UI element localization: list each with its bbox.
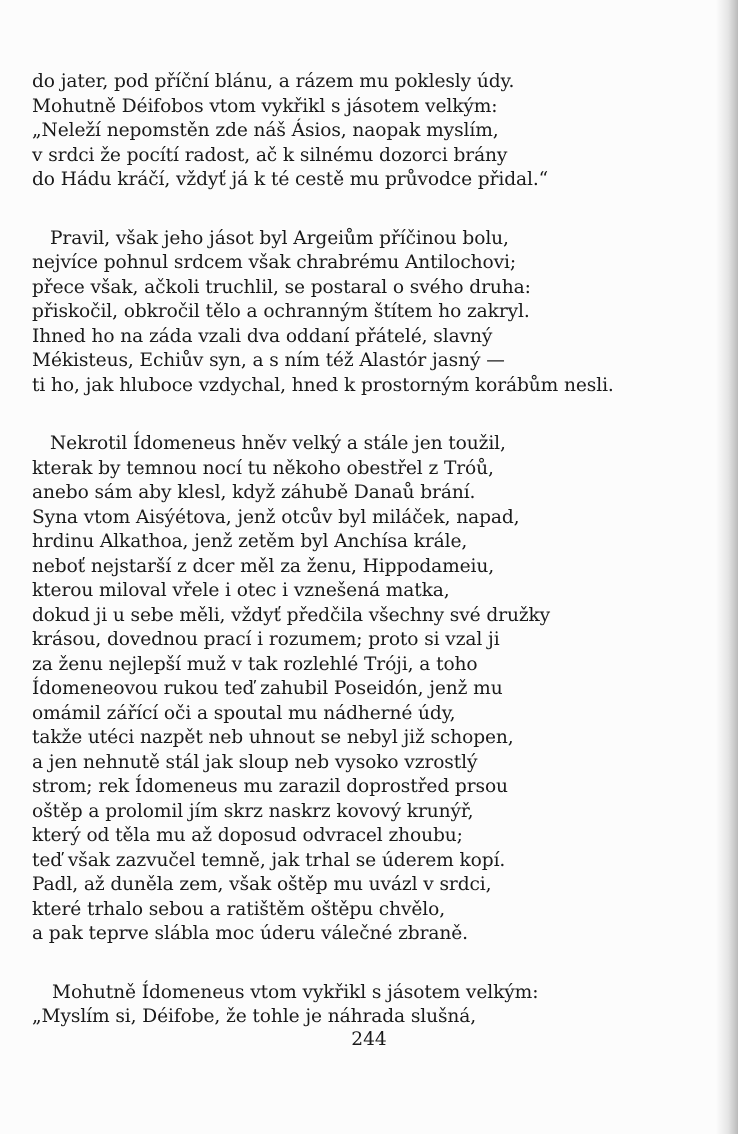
- text-line: Syna vtom Aisýétova, jenž otcův byl miláček, napad,: [32, 506, 520, 528]
- poem-text: [32, 70, 692, 1064]
- text-line: za ženu nejlepší muž v tak rozlehlé Tróji, a toho: [32, 653, 478, 675]
- text-line: neboť nejstarší z dcer měl za ženu, Hippodameiu,: [32, 555, 495, 577]
- text-line: v srdci že pocítí radost, ač k silnému dozorci brány: [32, 144, 508, 166]
- stanza-3: [32, 432, 692, 947]
- text-line: přiskočil, obkročil tělo a ochranným štítem ho zakryl.: [32, 301, 530, 322]
- text-line: Ihned ho na záda vzali dva oddaní přátelé, slavný: [32, 325, 493, 347]
- text-line: Mohutně Ídomeneus vtom vykřikl s jásotem velkým:: [52, 981, 539, 1003]
- text-line: Ídomeneovou rukou teď zahubil Poseidón, jenž mu: [32, 678, 503, 699]
- text-line: ti ho, jak hluboce vzdychal, hned k prostorným korábům nesli.: [32, 374, 614, 396]
- text-line: do Hádu kráčí, vždyť já k té cestě mu průvodce přidal.“: [32, 169, 549, 190]
- page-binding-shadow: [716, 0, 738, 1134]
- text-line: strom; rek Ídomeneus mu zarazil doprostřed prsou: [32, 776, 508, 797]
- text-line: takže utéci nazpět neb uhnout se nebyl již schopen,: [32, 727, 514, 748]
- stanza-1: [32, 70, 692, 193]
- text-line: „Neleží nepomstěn zde náš Ásios, naopak myslím,: [32, 120, 499, 141]
- stanza-2: [32, 227, 692, 399]
- text-line: a jen nehnutě stál jak sloup neb vysoko vzrostlý: [32, 751, 478, 773]
- text-line: kterou miloval vřele i otec i vznešená matka,: [32, 580, 450, 601]
- text-line: Mékisteus, Echiův syn, a s ním též Alastór jasný —: [32, 350, 505, 371]
- text-line: oštěp a prolomil jím skrz naskrz kovový krunýř,: [32, 800, 474, 822]
- text-line: které trhalo sebou a ratištěm oštěpu chvělo,: [32, 898, 446, 920]
- text-line: Mohutně Déifobos vtom vykřikl s jásotem velkým:: [32, 95, 498, 117]
- text-line: přece však, ačkoli truchlil, se postaral o svého druha:: [32, 276, 531, 298]
- text-line: nejvíce pohnul srdcem však chrabrému Antilochovi;: [32, 252, 517, 273]
- text-line: teď však zazvučel temně, jak trhal se úderem kopí.: [32, 849, 506, 871]
- text-line: hrdinu Alkathoa, jenž zetěm byl Anchísa krále,: [32, 531, 468, 552]
- text-line: který od těla mu až doposud odvracel zhoubu;: [32, 825, 463, 846]
- text-line: anebo sám aby klesl, když záhubě Danaů brání.: [32, 482, 476, 503]
- page-number: 244: [351, 1029, 387, 1050]
- text-line: do jater, pod příční blánu, a rázem mu poklesly údy.: [32, 71, 515, 92]
- text-line: Nekrotil Ídomeneus hněv velký a stále jen toužil,: [50, 433, 506, 454]
- text-line: krásou, dovednou prací i rozumem; proto si vzal ji: [32, 629, 500, 650]
- text-line: omámil zářící oči a spoutal mu nádherné údy,: [32, 702, 456, 724]
- text-line: a pak teprve slábla moc úderu válečné zbraně.: [32, 923, 468, 944]
- text-line: kterak by temnou nocí tu někoho obestřel z Tróů,: [32, 457, 494, 479]
- text-line: Padl, až duněla zem, však oštěp mu uvázl v srdci,: [32, 874, 492, 895]
- text-line: Pravil, však jeho jásot byl Argeiům příčinou bolu,: [50, 227, 509, 249]
- stanza-4: [32, 981, 692, 1030]
- text-line: „Myslím si, Déifobe, že tohle je náhrada slušná,: [32, 1006, 477, 1027]
- text-line: dokud ji u sebe měli, vždyť předčila všechny své družky: [32, 604, 551, 626]
